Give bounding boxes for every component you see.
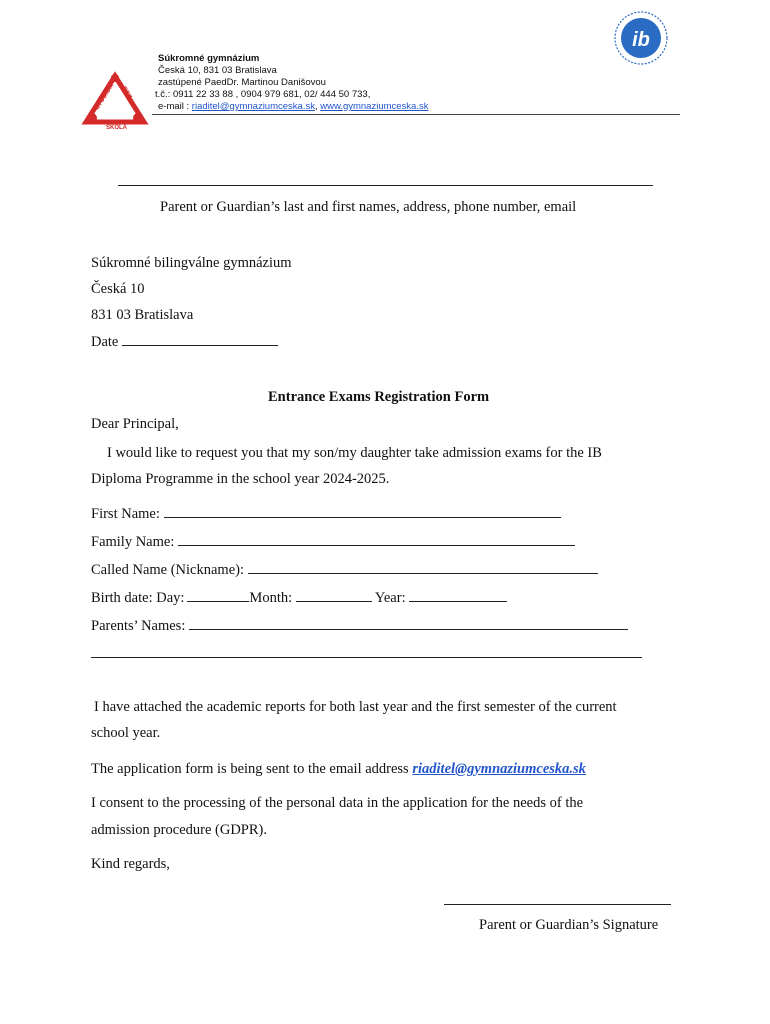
first-name-row bbox=[91, 505, 561, 523]
email-prefix: e-mail : bbox=[158, 101, 192, 112]
family-name-row bbox=[91, 533, 575, 551]
birth-month-field[interactable] bbox=[296, 589, 372, 602]
called-name-row bbox=[91, 561, 598, 579]
parents-names-label: Parents’ Names: bbox=[91, 618, 186, 634]
parents-names-row bbox=[91, 617, 628, 635]
birth-year-field[interactable] bbox=[409, 589, 507, 602]
school-logo bbox=[78, 70, 153, 130]
application-row bbox=[91, 761, 586, 778]
birth-day-field[interactable] bbox=[187, 589, 249, 602]
school-representative: zastúpené PaedDr. Martinou Danišovou bbox=[158, 77, 326, 88]
attached-line2: school year. bbox=[91, 725, 161, 741]
svg-text:ŠTÚDIUM: ŠTÚDIUM bbox=[93, 82, 116, 112]
called-name-field[interactable] bbox=[248, 561, 598, 574]
date-label: Date bbox=[91, 334, 119, 350]
school-address: Česká 10, 831 03 Bratislava bbox=[158, 65, 277, 76]
birth-month-label: Month: bbox=[249, 590, 293, 606]
recipient-line3: 831 03 Bratislava bbox=[91, 307, 194, 323]
parents-names-field[interactable] bbox=[189, 617, 628, 630]
first-name-label: First Name: bbox=[91, 506, 160, 522]
closing: Kind regards, bbox=[91, 856, 170, 872]
school-name: Súkromné gymnázium bbox=[158, 53, 260, 64]
family-name-label: Family Name: bbox=[91, 534, 175, 550]
school-website-link[interactable]: www.gymnaziumceska.sk bbox=[320, 101, 429, 112]
school-contacts bbox=[158, 101, 428, 113]
application-text: The application form is being sent to the email address bbox=[91, 761, 413, 777]
date-row bbox=[91, 333, 278, 351]
consent-line2: admission procedure (GDPR). bbox=[91, 822, 267, 838]
signature-line[interactable] bbox=[444, 904, 671, 905]
attached-line1: I have attached the academic reports for both last year and the first semester of the current bbox=[94, 699, 617, 715]
logo-school-word: ŠKOLA bbox=[106, 125, 127, 130]
svg-text:BEZ: BEZ bbox=[120, 85, 133, 101]
form-title: Entrance Exams Registration Form bbox=[268, 389, 490, 405]
recipient-line1: Súkromné bilingválne gymnázium bbox=[91, 255, 292, 271]
called-name-label: Called Name (Nickname): bbox=[91, 562, 244, 578]
birth-year-label: Year: bbox=[374, 590, 406, 606]
family-name-field[interactable] bbox=[178, 533, 575, 546]
sender-caption: Parent or Guardian’s last and first names, address, phone number, email bbox=[160, 199, 577, 215]
recipient-line2: Česká 10 bbox=[91, 281, 145, 297]
birth-day-label: Birth date: Day: bbox=[91, 590, 185, 606]
ib-logo bbox=[613, 10, 669, 66]
request-line1: I would like to request you that my son/my daughter take admission exams for the IB bbox=[107, 445, 602, 461]
ib-logo-text: ib bbox=[632, 29, 650, 51]
parents-names-field-extra[interactable] bbox=[91, 657, 642, 658]
first-name-field[interactable] bbox=[164, 505, 561, 518]
contact-separator: , bbox=[314, 101, 321, 112]
request-line2: Diploma Programme in the school year 2024-2025. bbox=[91, 471, 390, 487]
birth-date-row bbox=[91, 589, 507, 607]
application-email-link[interactable]: riaditel@gymnaziumceska.sk bbox=[412, 761, 586, 777]
sender-line bbox=[118, 185, 653, 186]
header-divider bbox=[152, 114, 680, 115]
signature-label: Parent or Guardian’s Signature bbox=[479, 917, 659, 933]
salutation: Dear Principal, bbox=[91, 416, 179, 432]
school-email-link[interactable]: riaditel@gymnaziumceska.sk bbox=[191, 101, 315, 112]
school-phone: t.č.: 0911 22 33 88 , 0904 979 681, 02/ 444 50 733, bbox=[155, 89, 371, 100]
date-field[interactable] bbox=[122, 333, 278, 346]
consent-line1: I consent to the processing of the personal data in the application for the needs of the bbox=[91, 795, 584, 811]
